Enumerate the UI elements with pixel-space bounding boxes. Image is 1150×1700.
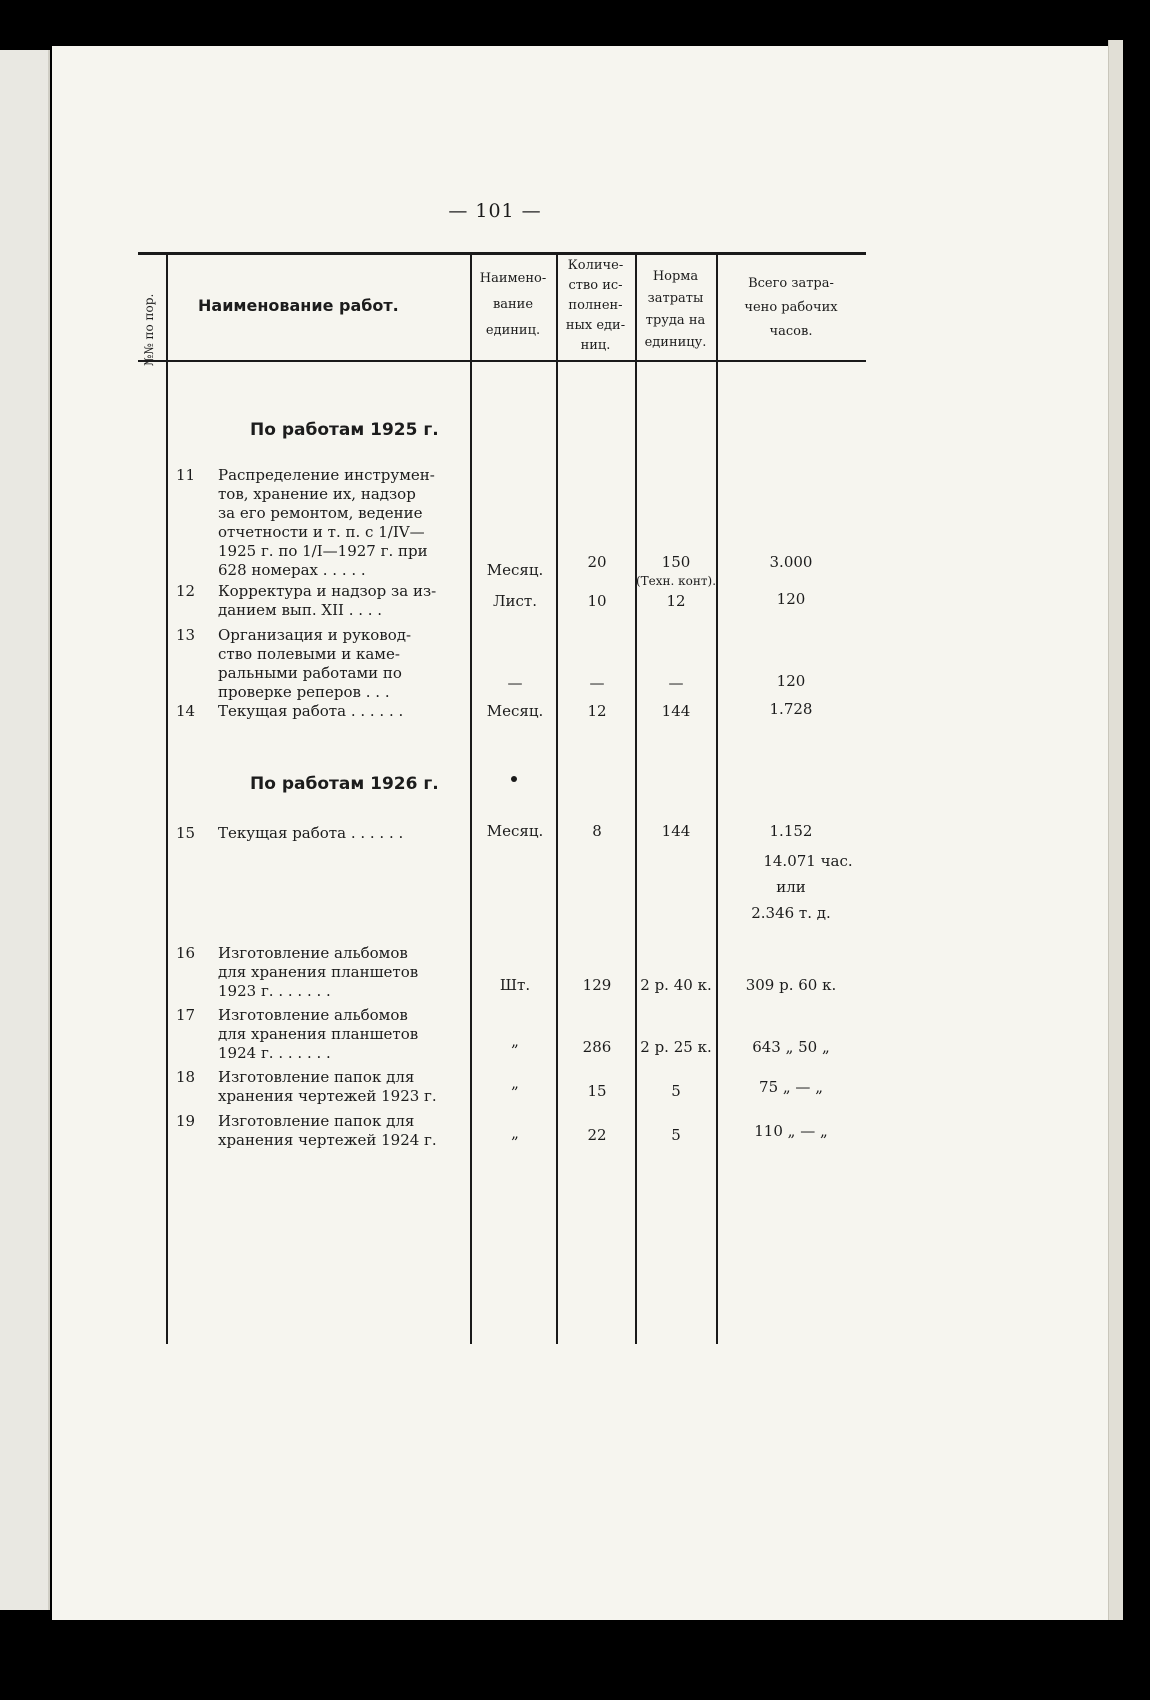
row-18-total: 75 „ — „ — [759, 1078, 823, 1096]
row-18-norm: 5 — [671, 1082, 681, 1100]
col-rule-3 — [556, 252, 558, 1344]
row-12-qty: 10 — [587, 592, 607, 610]
row-15-name: Текущая работа . . . . . . — [218, 824, 404, 842]
row-15-number: 15 — [176, 824, 196, 842]
ink-dot — [511, 776, 517, 782]
row-12-unit: Лист. — [493, 592, 537, 610]
row-15-qty: 8 — [592, 822, 602, 840]
header-norm: Норма затраты труда на единицу. — [644, 269, 707, 350]
row-19-name: Изготовление папок для хранения чертежей 1924 г. — [218, 1112, 437, 1149]
row-11-total: 3.000 — [769, 553, 813, 571]
row-16-qty: 129 — [582, 976, 612, 994]
row-18-unit: „ — [511, 1074, 519, 1092]
page-edge — [1108, 40, 1123, 1620]
row-16-total: 309 р. 60 к. — [745, 976, 837, 994]
row-11-unit: Месяц. — [486, 561, 544, 579]
header-bottom-rule — [138, 360, 866, 362]
row-14-unit: Месяц. — [486, 702, 544, 720]
row-17-qty: 286 — [582, 1038, 612, 1056]
section-1926: По работам 1926 г. — [250, 774, 439, 794]
row-11-number: 11 — [176, 466, 196, 484]
col-rule-5 — [716, 252, 718, 1344]
col-rule-4 — [635, 252, 637, 1344]
table-top-rule — [138, 252, 866, 255]
row-17-number: 17 — [176, 1006, 196, 1024]
row-19-unit: „ — [511, 1124, 519, 1142]
row-17-total: 643 „ 50 „ — [752, 1038, 830, 1056]
work-table — [138, 252, 866, 1346]
col-rule-1 — [166, 252, 168, 1344]
row-19-number: 19 — [176, 1112, 196, 1130]
header-unit: Наимено- вание единиц. — [479, 271, 547, 338]
row-19-total: 110 „ — „ — [754, 1122, 828, 1140]
row-14-total: 1.728 — [769, 700, 813, 718]
row-13-total: 120 — [776, 672, 806, 690]
header-name: Наименование работ. — [198, 296, 399, 315]
row-15-total: 1.152 — [769, 822, 813, 840]
row-15-unit: Месяц. — [486, 822, 544, 840]
row-13-norm: — — [668, 674, 684, 692]
row-14-qty: 12 — [587, 702, 607, 720]
row-12-total: 120 — [776, 590, 806, 608]
row-16-unit: Шт. — [499, 976, 531, 994]
header-number: №№ по пор. — [142, 293, 156, 366]
page-number: — 101 — — [448, 200, 542, 222]
row-14-name: Текущая работа . . . . . . — [218, 702, 404, 720]
row-11-norm-note: (Техн. конт). — [635, 574, 717, 588]
header-total: Всего затра- чено рабочих часов. — [744, 276, 838, 339]
row-19-qty: 22 — [587, 1126, 607, 1144]
row-13-qty: — — [589, 674, 605, 692]
row-17-norm: 2 р. 25 к. — [640, 1038, 712, 1056]
summary-or: или — [776, 878, 806, 896]
row-11-norm: 150 — [661, 553, 691, 571]
row-12-number: 12 — [176, 582, 196, 600]
row-16-number: 16 — [176, 944, 196, 962]
row-15-norm: 144 — [661, 822, 691, 840]
row-17-name: Изготовление альбомов для хранения планшетов 1924 г. . . . . . . — [218, 1006, 419, 1062]
row-19-norm: 5 — [671, 1126, 681, 1144]
row-18-number: 18 — [176, 1068, 196, 1086]
row-18-qty: 15 — [587, 1082, 607, 1100]
row-11-qty: 20 — [587, 553, 607, 571]
row-11-name: Распределение инструмен- тов, хранение их, надзор за его ремонтом, ведение отчетности и т. п. с 1/IV— 1925 г. по 1/I—1927 г. при 628 номерах . . . . . — [218, 466, 435, 579]
summary-days: 2.346 т. д. — [751, 904, 831, 922]
row-14-number: 14 — [176, 702, 196, 720]
row-13-name: Организация и руковод- ство полевыми и каме- ральными работами по проверке реперов . . . — [218, 626, 412, 701]
row-13-number: 13 — [176, 626, 196, 644]
row-16-name: Изготовление альбомов для хранения планшетов 1923 г. . . . . . . — [218, 944, 419, 1000]
section-1925: По работам 1925 г. — [250, 420, 439, 440]
summary-hours: 14.071 час. — [763, 852, 853, 870]
row-13-unit: — — [507, 674, 523, 692]
row-18-name: Изготовление папок для хранения чертежей 1923 г. — [218, 1068, 437, 1105]
left-page-edge — [0, 50, 50, 1610]
header-qty: Количе- ство ис- полнен- ных еди- ниц. — [565, 258, 626, 353]
row-12-norm: 12 — [666, 592, 686, 610]
col-rule-2 — [470, 252, 472, 1344]
row-16-norm: 2 р. 40 к. — [640, 976, 712, 994]
row-12-name: Корректура и надзор за из- данием вып. XII . . . . — [218, 582, 437, 619]
row-14-norm: 144 — [661, 702, 691, 720]
row-17-unit: „ — [511, 1032, 519, 1050]
